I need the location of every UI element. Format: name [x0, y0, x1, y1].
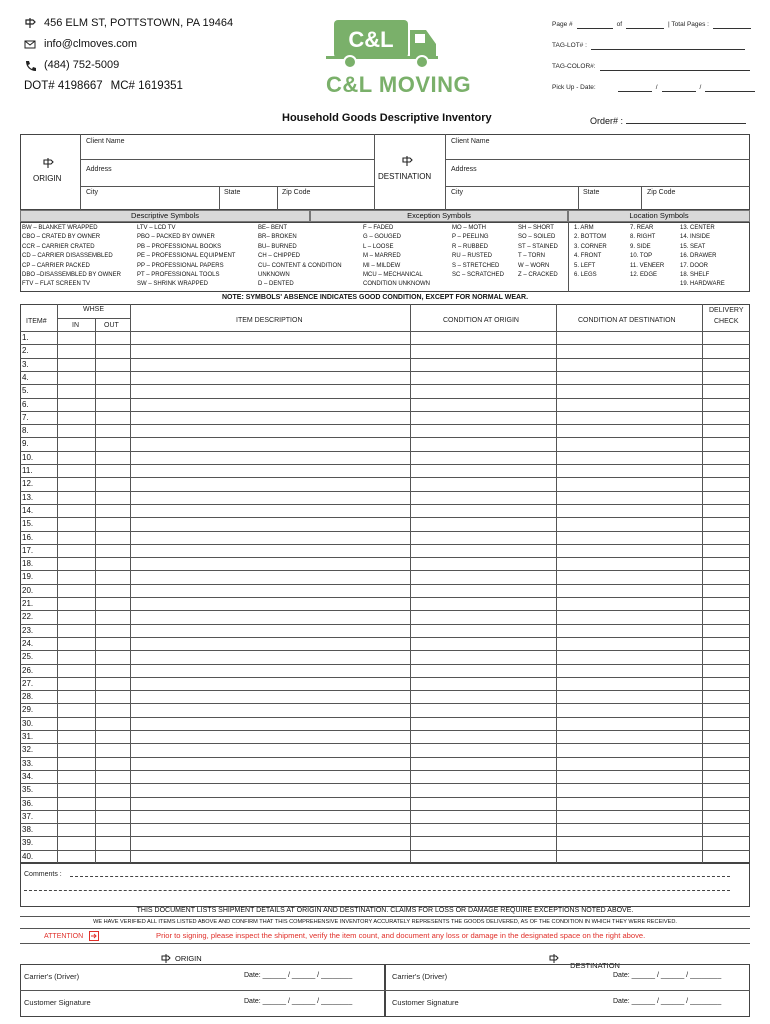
row-number: 13. [22, 492, 34, 502]
condition-origin-header: CONDITION AT ORIGIN [443, 317, 519, 324]
symbol-entry: 8. RIGHT [630, 234, 656, 241]
footer-verification-notice: WE HAVE VERIFIED ALL ITEMS LISTED ABOVE AND CONFIRM THAT THIS COMPREHENSIVE INVENTORY ACCURATELY REPRESENTS THE GOODS DELIVERED, AS OF THE CONDITION IN WHICH THEY WERE RECEIVED. [93, 919, 677, 925]
envelope-icon [24, 38, 36, 50]
row-number: 7. [22, 412, 29, 422]
check-header: CHECK [714, 318, 739, 325]
symbol-entry: SO – SOILED [518, 234, 556, 241]
signpost-icon [160, 953, 172, 964]
row-number: 31. [22, 732, 34, 741]
row-number: 39. [22, 838, 34, 848]
row-divider [20, 810, 750, 811]
comments-label: Comments : [24, 871, 62, 878]
row-divider [20, 717, 750, 718]
symbol-entry: W – WORN [518, 262, 550, 269]
row-divider [20, 544, 750, 545]
symbol-entry: 3. CORNER [574, 243, 607, 250]
table-row[interactable] [57, 664, 750, 677]
symbol-entry: 5. LEFT [574, 262, 596, 269]
symbol-entry: CONDITION UNKNOWN [363, 281, 430, 288]
attention-label: ATTENTION [44, 932, 84, 940]
row-divider [20, 411, 750, 412]
row-divider [20, 464, 750, 465]
descriptive-symbols-header: Descriptive Symbols [20, 210, 310, 222]
symbol-entry: CCR – CARRIER CRATED [22, 243, 95, 250]
row-divider [20, 677, 750, 678]
symbol-entry: BU– BURNED [258, 243, 297, 250]
row-number: 19. [22, 572, 34, 582]
dot-number: DOT# 4198667 [24, 79, 103, 92]
symbol-entry: 7. REAR [630, 225, 654, 231]
truck-icon [318, 14, 448, 74]
warehouse-in-header: IN [72, 322, 79, 329]
row-divider [20, 836, 750, 837]
symbols-note: NOTE: SYMBOLS' ABSENCE INDICATES GOOD CONDITION, EXCEPT FOR NORMAL WEAR. [222, 294, 529, 301]
row-number: 3. [22, 359, 29, 369]
date-label: Date: [244, 998, 261, 1005]
symbol-entry: CU– CONTENT & CONDITION [258, 262, 342, 269]
row-number: 27. [22, 678, 34, 688]
of-label: of [616, 21, 623, 28]
symbol-entry: BE– BENT [258, 225, 288, 231]
table-row[interactable] [57, 491, 750, 504]
row-number: 5. [22, 386, 29, 396]
row-number: 34. [22, 771, 34, 781]
destination-address-label: Address [451, 166, 477, 173]
table-row[interactable] [57, 624, 750, 637]
symbol-entry: PBO – PACKED BY OWNER [137, 234, 215, 241]
symbol-entry: S – STRETCHED [452, 262, 500, 269]
symbol-entry: R – RUBBED [452, 243, 489, 250]
row-number: 12. [22, 479, 34, 489]
pickup-day-field[interactable] [662, 84, 696, 92]
table-row[interactable] [57, 557, 750, 570]
table-row[interactable] [57, 424, 750, 437]
company-address: 456 ELM ST, POTTSTOWN, PA 19464 [44, 16, 234, 29]
table-row[interactable] [57, 637, 750, 650]
symbol-entry: 13. CENTER [680, 225, 715, 231]
origin-city-label: City [86, 189, 99, 196]
symbol-entry: MO – MOTH [452, 225, 486, 231]
row-number: 8. [22, 426, 29, 436]
row-number: 28. [22, 692, 34, 702]
row-number: 17. [22, 545, 34, 555]
row-divider [20, 557, 750, 558]
origin-customer-date[interactable]: Date: ______ / ______ / ________ [244, 998, 353, 1005]
date-label: Date: [613, 972, 630, 979]
origin-customer-signature-label: Customer Signature [24, 998, 91, 1007]
origin-block [33, 156, 61, 183]
tag-lot-field[interactable] [591, 42, 745, 50]
attention-text: Prior to signing, please inspect the shipment, verify the item count, and document any loss or damage in the designated space on the right above. [156, 931, 646, 940]
symbol-entry: Z – CRACKED [518, 272, 558, 279]
symbol-entry: 9. SIDE [630, 243, 651, 250]
exception-symbols-col2 [363, 224, 430, 290]
row-number: 16. [22, 532, 34, 542]
row-number: 23. [22, 625, 34, 635]
comments-box[interactable] [20, 863, 750, 907]
origin-zip-label: Zip Code [282, 189, 311, 196]
destination-customer-signature-label: Customer Signature [392, 998, 459, 1007]
row-divider [20, 451, 750, 452]
row-number: 33. [22, 758, 34, 768]
table-row[interactable] [57, 384, 750, 397]
pickup-year-field[interactable] [705, 84, 755, 92]
location-symbols-col1 [574, 224, 607, 280]
symbol-entry: MI – MILDEW [363, 262, 401, 269]
row-number: 26. [22, 665, 34, 675]
row-number: 40. [22, 851, 34, 861]
table-row[interactable] [57, 477, 750, 490]
symbol-entry: 2. BOTTOM [574, 234, 607, 241]
warehouse-out-header: OUT [104, 322, 119, 329]
symbol-entry: L – LOOSE [363, 243, 394, 250]
origin-carrier-driver-label: Carrier's (Driver) [24, 972, 80, 981]
origin-state-label: State [224, 189, 241, 196]
table-row[interactable] [57, 531, 750, 544]
page-label: Page # [552, 21, 573, 28]
tag-color-field[interactable] [600, 63, 750, 71]
row-number: 29. [22, 705, 34, 715]
order-number-field[interactable] [626, 116, 746, 124]
table-row[interactable] [57, 677, 750, 690]
comments-line-2[interactable] [24, 890, 730, 891]
table-row[interactable] [57, 437, 750, 450]
symbol-entry: 4. FRONT [574, 253, 602, 260]
tag-color-label: TAG-COLOR#: [552, 63, 596, 70]
footer-claims-notice: THIS DOCUMENT LISTS SHIPMENT DETAILS AT ORIGIN AND DESTINATION. CLAIMS FOR LOSS OR DAMAGE REQUIRE EXCEPTIONS NOTED ABOVE. [136, 907, 634, 914]
row-divider [20, 743, 750, 744]
row-number: 20. [22, 585, 34, 595]
table-row[interactable] [57, 517, 750, 530]
company-contact [24, 12, 233, 96]
table-row[interactable] [57, 690, 750, 703]
table-row[interactable] [57, 770, 750, 783]
symbol-entry: D – DENTED [258, 281, 294, 288]
order-label: Order# : [590, 116, 624, 126]
symbol-entry: 19. HARDWARE [680, 281, 725, 288]
symbol-entry: PP – PROFESSIONAL PAPERS [137, 262, 224, 269]
symbol-entry: 14. INSIDE [680, 234, 711, 241]
row-divider [20, 371, 750, 372]
row-divider [20, 783, 750, 784]
row-number: 1. [22, 333, 29, 342]
row-divider [20, 584, 750, 585]
row-divider [20, 344, 750, 345]
total-pages-label: | Total Pages : [668, 21, 709, 28]
sig-origin-label: ORIGIN [175, 954, 202, 963]
table-row[interactable] [57, 371, 750, 384]
row-number: 21. [22, 599, 34, 608]
destination-customer-date[interactable]: Date: ______ / ______ / ________ [613, 998, 722, 1005]
table-row[interactable] [57, 717, 750, 730]
attention-badge [44, 931, 99, 941]
destination-client-name-label: Client Name [451, 138, 490, 145]
symbol-entry: T – TORN [518, 253, 546, 260]
symbol-entry: M – MARRED [363, 253, 401, 260]
row-divider [20, 850, 750, 851]
origin-address-label: Address [86, 166, 112, 173]
table-row[interactable] [57, 597, 750, 610]
company-phone: (484) 752-5009 [44, 58, 120, 71]
order-number [590, 116, 746, 126]
symbol-entry: 1. ARM [574, 225, 594, 231]
table-row[interactable] [57, 650, 750, 663]
row-divider [20, 650, 750, 651]
symbol-entry: MCU – MECHANICAL [363, 272, 423, 279]
document-title: Household Goods Descriptive Inventory [282, 112, 492, 124]
row-number: 2. [22, 346, 29, 356]
origin-client-name-label: Client Name [86, 138, 125, 145]
row-number: 30. [22, 718, 34, 728]
table-row[interactable] [57, 544, 750, 557]
symbol-entry: SC – SCRATCHED [452, 272, 504, 279]
row-divider [20, 610, 750, 611]
symbol-entry: CP – CARRIER PACKED [22, 262, 90, 269]
tag-lot-label: TAG-LOT# : [552, 42, 587, 49]
row-divider [20, 517, 750, 518]
destination-state-label: State [583, 189, 600, 196]
signpost-icon [400, 155, 414, 167]
symbol-entry: CH – CHIPPED [258, 253, 301, 260]
exception-symbols-col3 [452, 224, 504, 280]
row-divider [20, 823, 750, 824]
item-number-header: ITEM# [26, 318, 47, 325]
table-row[interactable] [57, 584, 750, 597]
table-row[interactable] [57, 810, 750, 823]
symbol-entry: LTV – LCD TV [137, 225, 176, 231]
signpost-icon [24, 17, 36, 29]
comments-line-1[interactable] [70, 876, 730, 877]
mc-number: MC# 1619351 [110, 79, 183, 92]
symbol-entry: P – PEELING [452, 234, 489, 241]
table-row[interactable] [57, 504, 750, 517]
destination-driver-date[interactable]: Date: ______ / ______ / ________ [613, 972, 722, 979]
symbol-entry: 18. SHELF [680, 272, 710, 279]
row-number: 24. [22, 638, 34, 648]
row-divider [20, 637, 750, 638]
row-number: 9. [22, 439, 29, 449]
symbol-entry: F – FADED [363, 225, 394, 231]
table-row[interactable] [57, 757, 750, 770]
symbol-entry: 6. LEGS [574, 272, 597, 279]
row-divider [20, 690, 750, 691]
table-row[interactable] [57, 331, 750, 344]
exception-symbols-col4 [518, 224, 558, 280]
symbol-entry: 16. DRAWER [680, 253, 717, 260]
row-divider [20, 477, 750, 478]
symbol-entry: PE – PROFESSIONAL EQUIPMENT [137, 253, 236, 260]
phone-icon [24, 59, 36, 71]
row-divider [20, 491, 750, 492]
destination-carrier-driver-label: Carrier's (Driver) [392, 972, 448, 981]
table-row[interactable] [57, 783, 750, 796]
pickup-date-label: Pick Up - Date: [552, 84, 596, 91]
symbol-entry: ST – STAINED [518, 243, 558, 250]
row-divider [20, 703, 750, 704]
row-number: 32. [22, 745, 34, 755]
of-field[interactable] [626, 21, 664, 29]
table-row[interactable] [57, 703, 750, 716]
symbol-entry: CBO – CRATED BY OWNER [22, 234, 101, 241]
symbol-entry: 17. DOOR [680, 262, 709, 269]
symbol-entry: SW – SHRINK WRAPPED [137, 281, 209, 288]
symbol-entry: 11. VENEER [630, 262, 665, 269]
pickup-month-field[interactable] [618, 84, 652, 92]
row-number: 18. [22, 559, 34, 569]
row-number: 4. [22, 372, 29, 382]
destination-label: DESTINATION [378, 172, 432, 181]
location-symbols-header: Location Symbols [568, 210, 750, 222]
row-number: 15. [22, 519, 34, 529]
page-number-field[interactable] [577, 21, 613, 29]
table-row[interactable] [57, 610, 750, 623]
row-divider [20, 757, 750, 758]
row-divider [20, 664, 750, 665]
table-row[interactable] [57, 451, 750, 464]
row-divider [20, 358, 750, 359]
sig-origin-heading [160, 953, 202, 964]
table-row[interactable] [57, 358, 750, 371]
exception-symbols-col1 [258, 224, 342, 290]
row-divider [20, 504, 750, 505]
delivery-header: DELIVERY [709, 307, 744, 314]
logo-truck-text: C&L [348, 27, 394, 52]
arrow-right-icon [89, 931, 99, 941]
row-divider [20, 624, 750, 625]
date-label: Date: [244, 972, 261, 979]
destination-city-label: City [451, 189, 464, 196]
signpost-icon [548, 953, 560, 964]
table-row[interactable] [57, 464, 750, 477]
row-number: 35. [22, 785, 34, 795]
signpost-icon [41, 157, 55, 169]
row-divider [20, 424, 750, 425]
origin-driver-date[interactable]: Date: ______ / ______ / ________ [244, 972, 353, 979]
row-divider [20, 437, 750, 438]
table-row[interactable] [57, 570, 750, 583]
warehouse-header: WHSE [83, 306, 104, 313]
symbol-entry: DBO –DISASSEMBLED BY OWNER [22, 272, 121, 279]
row-divider [20, 597, 750, 598]
table-row[interactable] [57, 411, 750, 424]
origin-label: ORIGIN [33, 174, 62, 183]
symbol-entry: FTV – FLAT SCREEN TV [22, 281, 91, 288]
row-divider [20, 398, 750, 399]
destination-block [378, 154, 432, 181]
descriptive-symbols-col1 [22, 224, 121, 290]
row-divider [20, 730, 750, 731]
symbol-entry: 10. TOP [630, 253, 653, 260]
exception-symbols-header: Exception Symbols [310, 210, 568, 222]
symbol-entry: 12. EDGE [630, 272, 658, 279]
table-row[interactable] [57, 730, 750, 743]
date-label: Date: [613, 998, 630, 1005]
symbol-entry: PT – PROFESSIONAL TOOLS [137, 272, 220, 279]
table-row[interactable] [57, 344, 750, 357]
symbol-entry: BW – BLANKET WRAPPED [22, 225, 98, 231]
location-symbols-col2 [630, 224, 664, 280]
table-row[interactable] [57, 743, 750, 756]
descriptive-symbols-col2 [137, 224, 235, 290]
symbol-entry: 15. SEAT [680, 243, 706, 250]
condition-destination-header: CONDITION AT DESTINATION [578, 317, 676, 324]
row-divider [20, 384, 750, 385]
row-number: 22. [22, 612, 34, 622]
row-number: 37. [22, 811, 34, 821]
sig-destination-label: DESTINATION [570, 961, 620, 970]
symbol-entry: PB – PROFESSIONAL BOOKS [137, 243, 222, 250]
table-row[interactable] [57, 398, 750, 411]
row-number: 36. [22, 798, 34, 808]
destination-zip-label: Zip Code [647, 189, 676, 196]
row-number: 11. [22, 466, 33, 475]
company-email: info@clmoves.com [44, 37, 138, 50]
symbol-entry: CD – CARRIER DISASSEMBLED [22, 253, 113, 260]
logo-text: C&L MOVING [326, 72, 472, 97]
location-symbols-col3 [680, 224, 725, 290]
total-pages-field[interactable] [713, 21, 751, 29]
symbol-entry: G – GOUGED [363, 234, 402, 241]
item-description-header: ITEM DESCRIPTION [236, 317, 303, 324]
table-row[interactable] [57, 850, 750, 863]
row-number: 38. [22, 825, 34, 835]
row-number: 14. [22, 505, 34, 515]
symbol-entry: SH – SHORT [518, 225, 554, 231]
row-number: 25. [22, 652, 34, 662]
symbol-entry: UNKNOWN [258, 272, 290, 279]
symbol-entry: BR– BROKEN [258, 234, 297, 241]
row-divider [20, 797, 750, 798]
symbol-entry: RU – RUSTED [452, 253, 493, 260]
row-divider [20, 770, 750, 771]
row-divider [20, 531, 750, 532]
row-divider [20, 570, 750, 571]
table-row[interactable] [57, 836, 750, 849]
row-number: 6. [22, 399, 29, 409]
page-info: Page # of | Total Pages : TAG-LOT# : TAG-COLOR#: Pick Up - Date: / / [552, 14, 755, 98]
row-number: 10. [22, 452, 34, 462]
table-row[interactable] [57, 797, 750, 810]
table-row[interactable] [57, 823, 750, 836]
